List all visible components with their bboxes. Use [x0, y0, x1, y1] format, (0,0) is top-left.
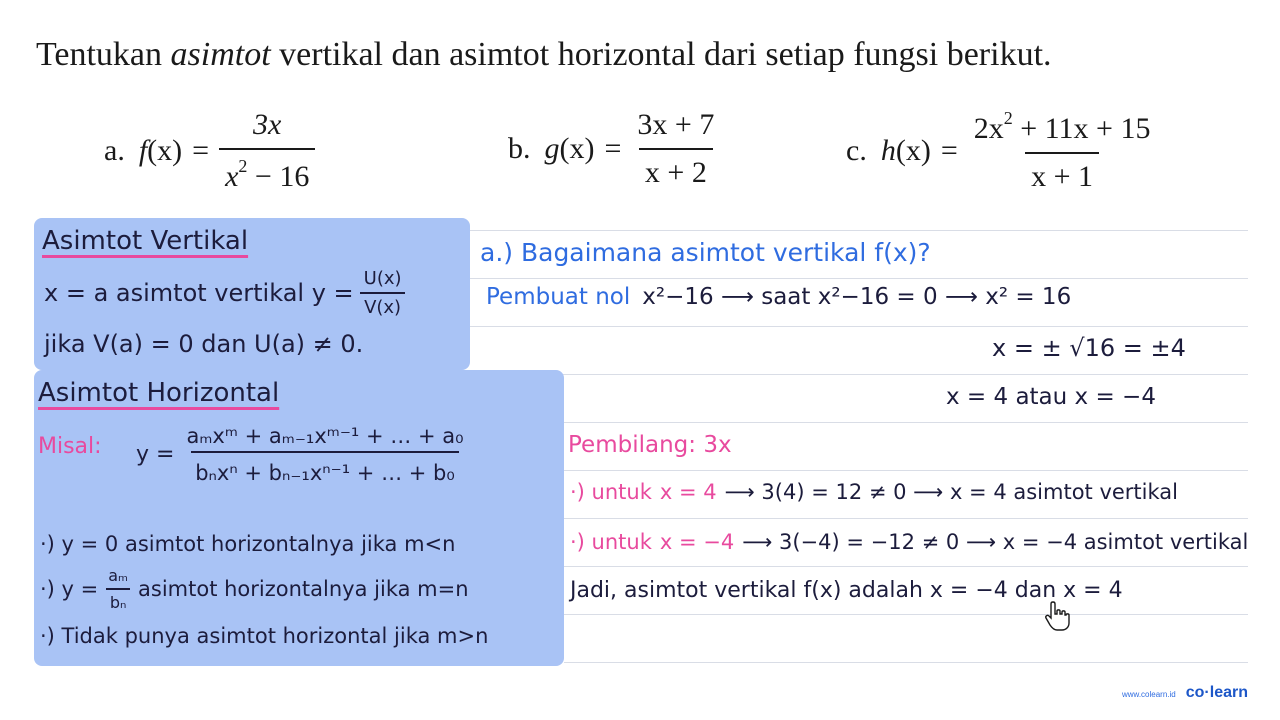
solution-pembuat-nol: Pembuat nol x²−16 ⟶ saat x²−16 = 0 ⟶ x² = 16	[486, 284, 1072, 310]
equation-c: c. h (x) = $\frac{2x^2 + 11x + 15}{x + 1}$	[846, 108, 1156, 194]
notebook-line	[564, 662, 1248, 663]
notebook-line	[564, 566, 1248, 567]
horizontal-asymptote-note	[34, 370, 564, 666]
notebook-line	[470, 278, 1248, 279]
solution-untuk-4: ·) untuk x = 4 ⟶ 3(4) = 12 ≠ 0 ⟶ x = 4 asimtot vertikal	[570, 480, 1178, 504]
fraction-b: $\frac{3x + 7}{x + 2}$	[637, 108, 715, 189]
misal-label: Misal:	[38, 434, 102, 459]
notebook-line	[564, 518, 1248, 519]
fraction-c: $\frac{2x^2 + 11x + 15}{x + 1}$	[973, 108, 1151, 193]
problem-title: Tentukan asimtot vertikal dan asimtot horizontal dari setiap fungsi berikut.	[36, 36, 1052, 73]
notebook-line	[470, 326, 1248, 327]
solution-atau: x = 4 atau x = −4	[946, 384, 1156, 410]
solution-question: a.) Bagaimana asimtot vertikal f(x)?	[480, 238, 931, 267]
notebook-line	[564, 422, 1248, 423]
equation-b: b. g (x) = $\frac{3x + 7}{x + 2}$	[508, 108, 720, 190]
rule-m-greater-n: ·) Tidak punya asimtot horizontal jika m>n	[40, 624, 489, 648]
polynomial-ratio: y = aₘxᵐ + aₘ₋₁xᵐ⁻¹ + … + a₀ bₙxⁿ + bₙ₋₁xⁿ⁻¹ + … + b₀	[136, 424, 464, 485]
vertical-definition: x = a asimtot vertikal y = $\frac{U(x)}{V(x)}$	[44, 268, 406, 318]
notebook-line	[564, 614, 1248, 615]
brand-logo: www.colearn.id co·learn	[1121, 684, 1248, 701]
equation-a: a. f (x) = $\frac{3x}{x^2 - 16}$	[104, 108, 315, 194]
solution-conclusion: Jadi, asimtot vertikal f(x) adalah x = −4 dan x = 4	[570, 578, 1123, 603]
horizontal-title: Asimtot Horizontal	[38, 378, 280, 408]
solution-plus-minus: x = ± √16 = ±4	[992, 334, 1186, 362]
hand-pointer-icon	[1044, 600, 1072, 632]
solution-untuk-minus-4: ·) untuk x = −4 ⟶ 3(−4) = −12 ≠ 0 ⟶ x = −4 asimtot vertikal	[570, 530, 1249, 554]
notebook-line	[470, 374, 1248, 375]
solution-pembilang: Pembilang: 3x	[568, 432, 732, 458]
vertical-title: Asimtot Vertikal	[42, 226, 249, 256]
vertical-condition: jika V(a) = 0 dan U(a) ≠ 0.	[44, 330, 364, 358]
fraction-a: $\frac{3x}{x^2 - 16}$	[219, 108, 315, 194]
notebook-line	[564, 470, 1248, 471]
rule-m-less-n: ·) y = 0 asimtot horizontalnya jika m<n	[40, 532, 456, 556]
notebook-line	[470, 230, 1248, 231]
rule-m-equal-n: ·) y = $\frac{\text{aₘ}}{\text{bₙ}}$ asimtot horizontalnya jika m=n	[40, 566, 469, 612]
